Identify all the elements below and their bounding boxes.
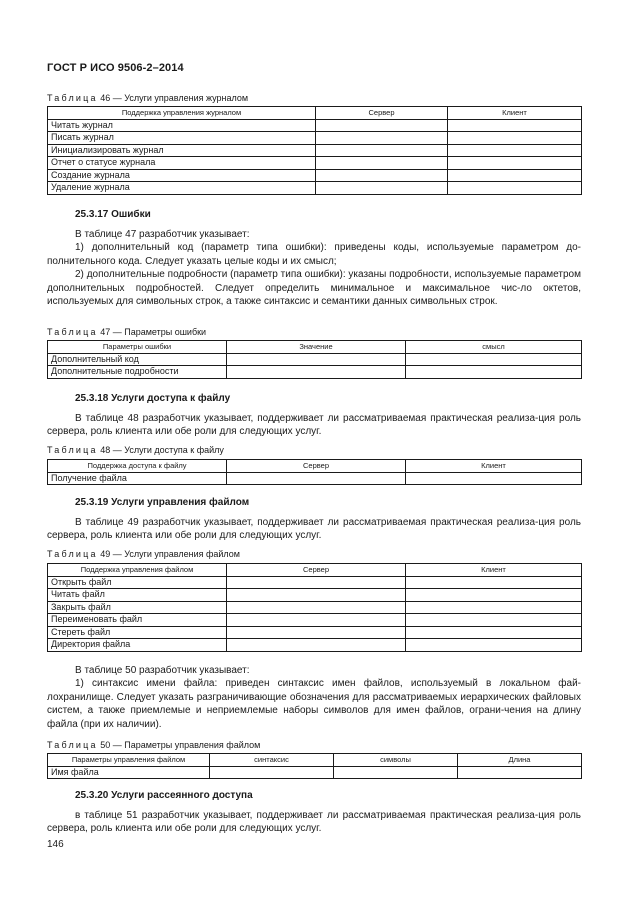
row-label: Получение файла [48, 472, 227, 485]
section-heading: 25.3.19 Услуги управления файлом [75, 497, 250, 508]
table-row [48, 639, 582, 652]
caption-word: Таблица [47, 327, 98, 337]
row-label: Имя файла [48, 766, 210, 779]
caption-text: 48 — Услуги доступа к файлу [100, 445, 224, 455]
document-header: ГОСТ Р ИСО 9506-2–2014 [47, 62, 184, 74]
page-number: 146 [47, 839, 64, 850]
caption-text: 47 — Параметры ошибки [100, 327, 207, 337]
paragraph: в таблице 51 разработчик указывает, поддерживает ли рассматриваемая практическая реализа-ция роль сервера, роль клиента или обе роли для следующих услуг. [47, 810, 581, 835]
row-label: Читать файл [48, 589, 227, 602]
table-row [48, 132, 582, 145]
section-heading: 25.3.18 Услуги доступа к файлу [75, 393, 231, 404]
table-caption [47, 740, 260, 750]
row-label: Переименовать файл [48, 614, 227, 627]
section-text [47, 664, 581, 731]
row-label: Читать журнал [48, 119, 316, 132]
section-heading: 25.3.17 Ошибки [75, 209, 151, 220]
row-label: Стереть файл [48, 626, 227, 639]
column-header: Параметры ошибки [48, 341, 227, 354]
table-row [48, 366, 582, 379]
row-label: Закрыть файл [48, 601, 227, 614]
column-header: Поддержка доступа к файлу [48, 460, 227, 473]
table-46 [47, 106, 582, 195]
section-text [47, 228, 581, 308]
column-header: Клиент [448, 107, 582, 120]
column-header: Сервер [316, 107, 448, 120]
column-header: Клиент [406, 460, 582, 473]
table-47 [47, 340, 582, 379]
row-label: Директория файла [48, 639, 227, 652]
caption-word: Таблица [47, 445, 98, 455]
paragraph: 1) синтаксис имени файла: приведен синтаксис имен файлов, используемый в локальном фай-лохранилище. Следует указать разграничивающие обозначения для рассматриваемых иерархических файловых систем, а также приемлемые и неприемлемые наборы символов для имен файлов, ограни-чения на длину файла (при их наличии). [47, 678, 581, 730]
table-row [48, 169, 582, 182]
column-header: символы [334, 754, 458, 767]
table-caption [47, 327, 206, 337]
table-caption [47, 445, 224, 455]
column-header: Сервер [227, 564, 406, 577]
table-row [48, 472, 582, 485]
column-header: Поддержка управления журналом [48, 107, 316, 120]
row-label: Удаление журнала [48, 182, 316, 195]
column-header: Сервер [227, 460, 406, 473]
column-header: синтаксис [210, 754, 334, 767]
table-row [48, 353, 582, 366]
table-row [48, 766, 582, 779]
section-text [47, 412, 581, 439]
row-label: Открыть файл [48, 576, 227, 589]
section-text [47, 516, 581, 543]
caption-text: 49 — Услуги управления файлом [100, 549, 240, 559]
column-header: Значение [227, 341, 406, 354]
table-49 [47, 563, 582, 652]
paragraph: В таблице 48 разработчик указывает, поддерживает ли рассматриваемая практическая реализа-ция роль сервера, роль клиента или обе роли для следующих услуг. [47, 413, 581, 438]
table-48 [47, 459, 582, 485]
paragraph: 1) дополнительный код (параметр типа ошибки): приведены коды, используемые параметром до-полнительного кода. Следует указать целые коды и их смысл; [47, 242, 581, 267]
row-label: Дополнительные подробности [48, 366, 227, 379]
table-caption [47, 93, 248, 103]
row-label: Отчет о статусе журнала [48, 157, 316, 170]
caption-word: Таблица [47, 93, 98, 103]
table-row [48, 614, 582, 627]
caption-text: 50 — Параметры управления файлом [100, 740, 261, 750]
table-row [48, 144, 582, 157]
paragraph: 2) дополнительные подробности (параметр типа ошибки): указаны подробности, используемые параметром дополнительных подробностей. Следует определить минимальное и максимальное чис-ло октетов, используемых для символьных строк, а также синтаксис и семантики данных символьных строк. [47, 269, 581, 308]
table-50 [47, 753, 582, 779]
table-caption [47, 549, 240, 559]
paragraph: В таблице 47 разработчик указывает: [75, 229, 250, 240]
column-header: смысл [406, 341, 582, 354]
row-label: Дополнительный код [48, 353, 227, 366]
table-row [48, 119, 582, 132]
table-row [48, 157, 582, 170]
column-header: Параметры управления файлом [48, 754, 210, 767]
column-header: Длина [458, 754, 582, 767]
table-row [48, 576, 582, 589]
table-row [48, 601, 582, 614]
section-text [47, 809, 581, 836]
table-row [48, 182, 582, 195]
caption-text: 46 — Услуги управления журналом [100, 93, 249, 103]
caption-word: Таблица [47, 740, 98, 750]
section-heading: 25.3.20 Услуги рассеянного доступа [75, 790, 253, 801]
column-header: Клиент [406, 564, 582, 577]
row-label: Создание журнала [48, 169, 316, 182]
row-label: Инициализировать журнал [48, 144, 316, 157]
table-row [48, 626, 582, 639]
column-header: Поддержка управления файлом [48, 564, 227, 577]
table-row [48, 589, 582, 602]
paragraph: В таблице 49 разработчик указывает, поддерживает ли рассматриваемая практическая реализа-ция роль сервера, роль клиента или обе роли для следующих услуг. [47, 517, 581, 542]
caption-word: Таблица [47, 549, 98, 559]
paragraph: В таблице 50 разработчик указывает: [75, 665, 250, 676]
row-label: Писать журнал [48, 132, 316, 145]
